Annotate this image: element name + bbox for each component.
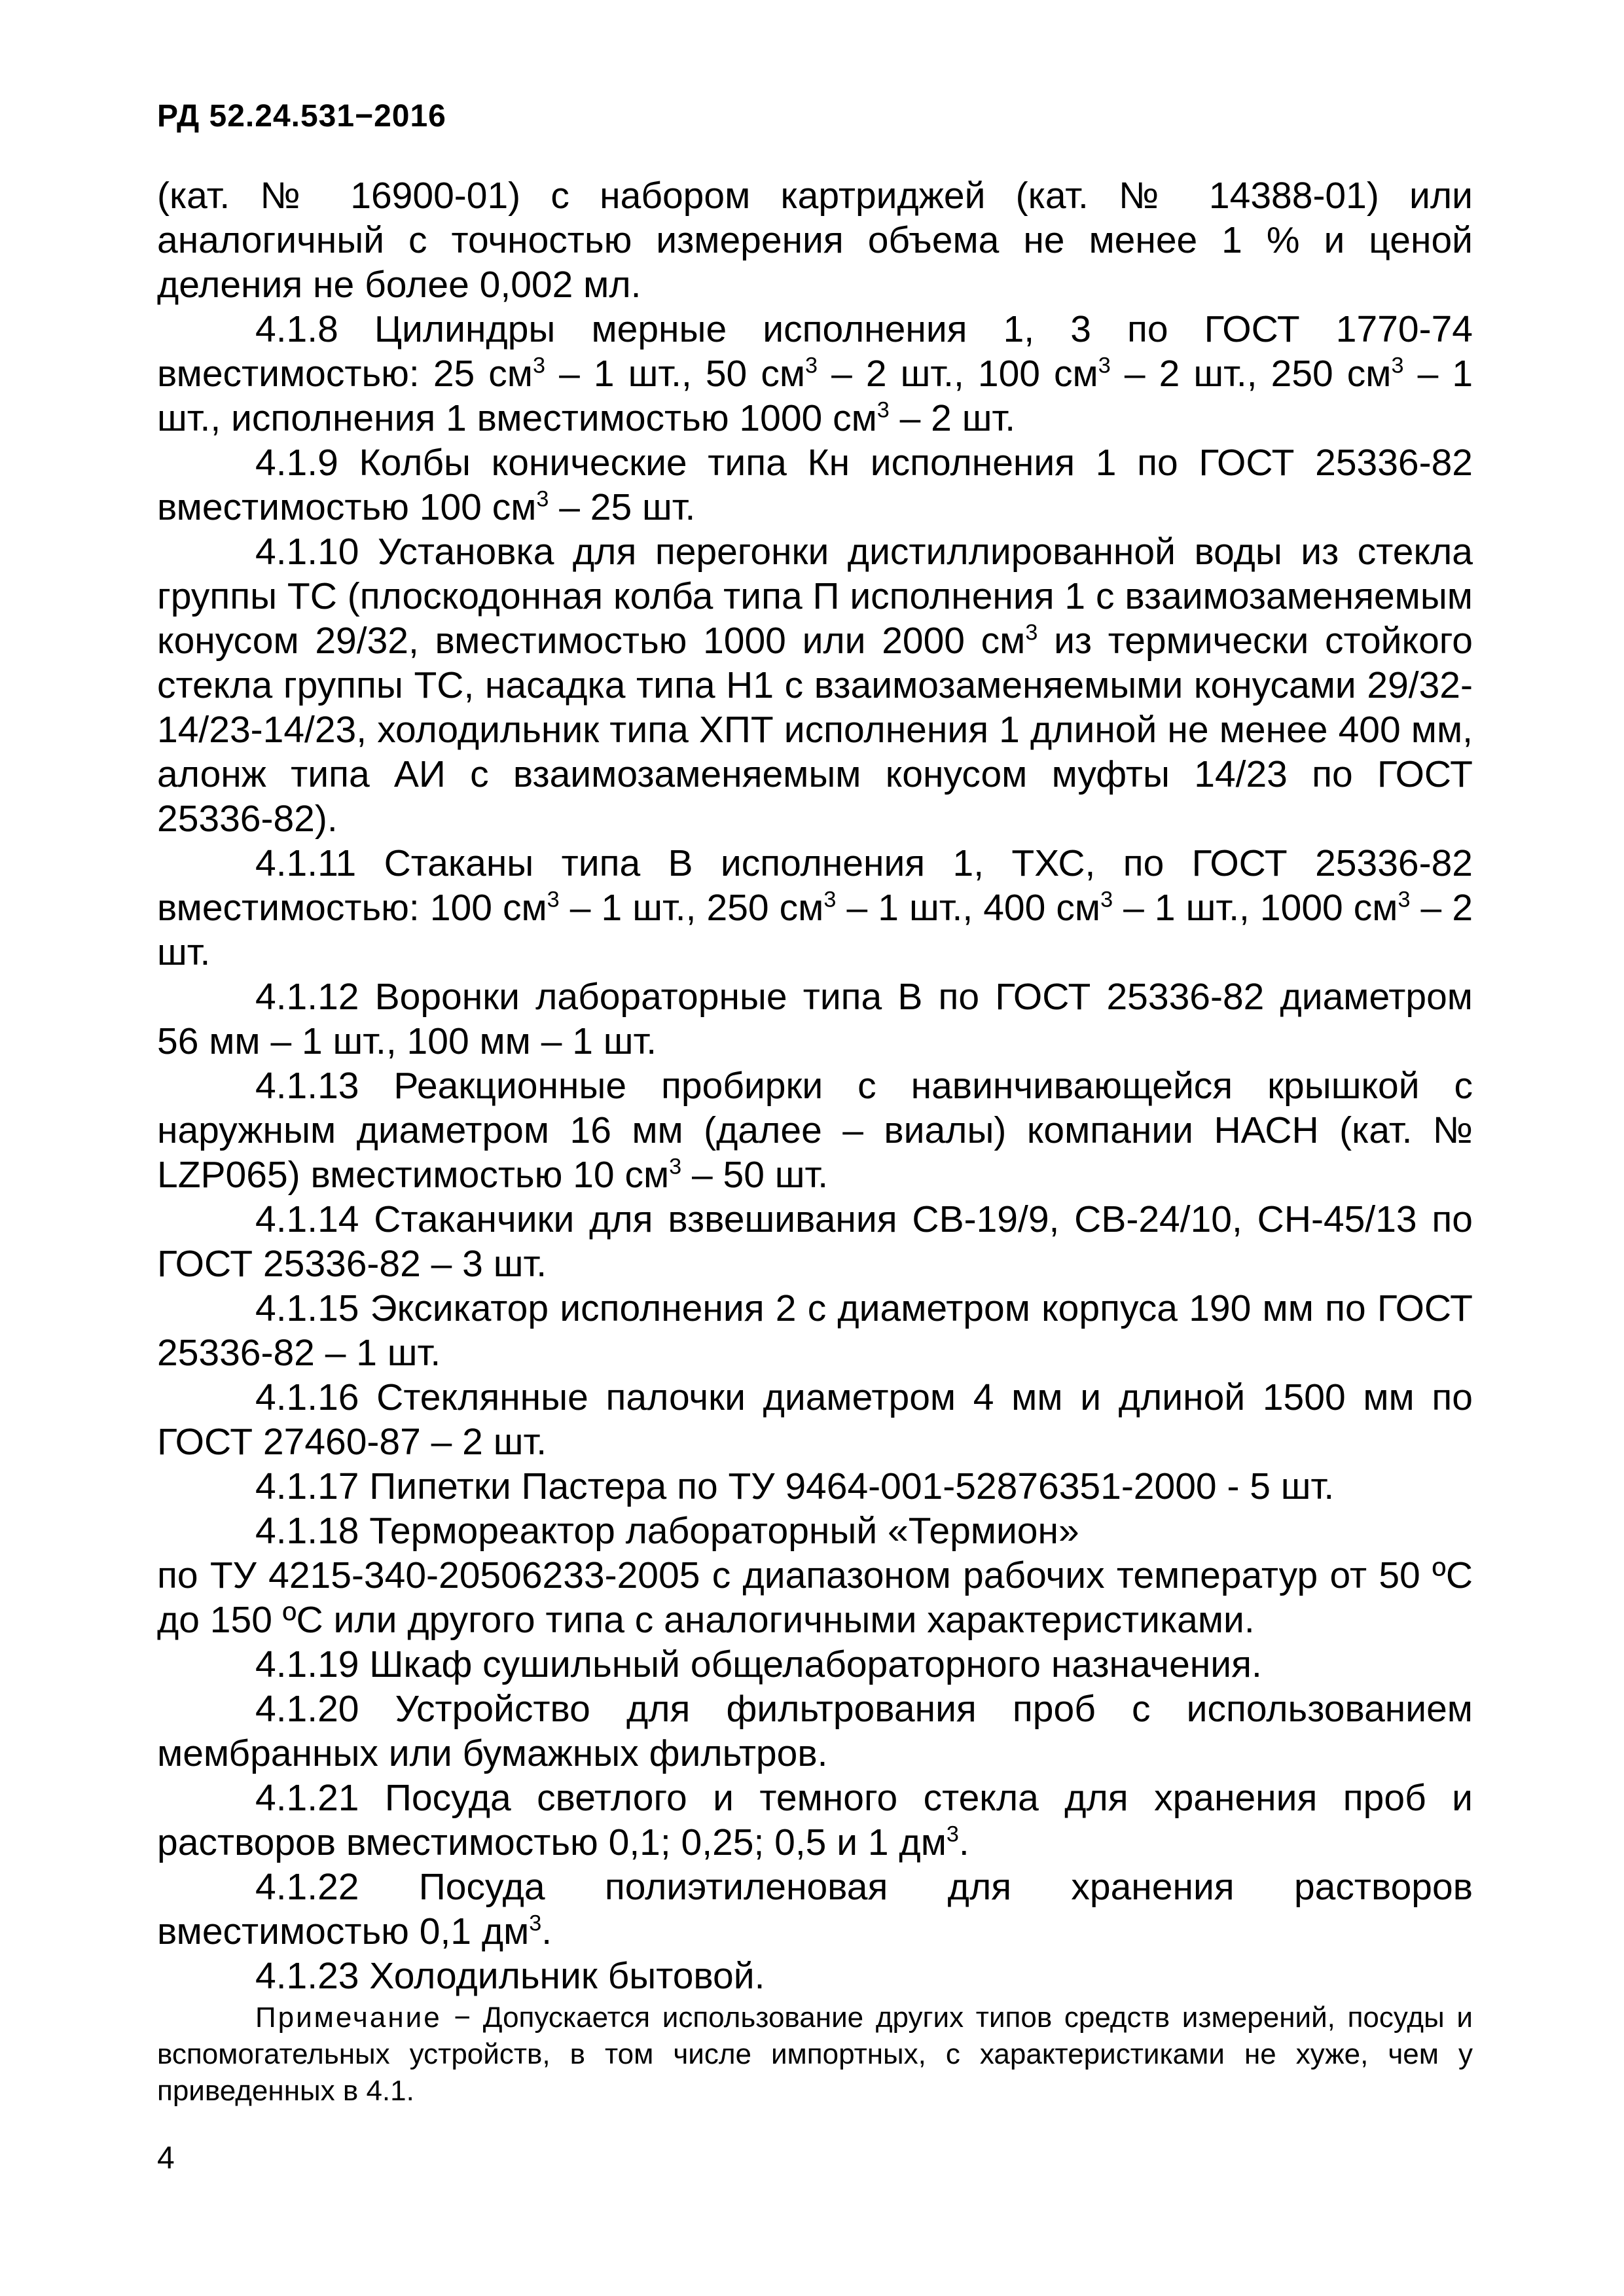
paragraph-text: 4.1.13 Реакционные пробирки с навинчивающейся крышкой с наружным диаметром 16 мм (далее – виалы) компании НАСН (кат. № LZP065) вместимостью 10 см: [157, 1065, 1473, 1196]
paragraph-4-1-16: 4.1.16 Стеклянные палочки диаметром 4 мм и длиной 1500 мм по ГОСТ 27460-87 – 2 шт.: [157, 1376, 1473, 1463]
paragraph-4-1-19: 4.1.19 Шкаф сушильный общелабораторного назначения.: [255, 1643, 1262, 1685]
paragraph-4-1-9: [157, 440, 1473, 529]
superscript: 3: [532, 353, 545, 378]
paragraph-4-1-14: 4.1.14 Стаканчики для взвешивания СВ-19/9, СВ-24/10, СН-45/13 по ГОСТ 25336-82 – 3 шт.: [157, 1198, 1473, 1285]
superscript: 3: [946, 1821, 959, 1847]
paragraph-text: – 2 шт.: [889, 397, 1016, 439]
paragraph-text: – 1 шт., исполнения 1 вместимостью 1000 см: [157, 353, 1473, 439]
paragraph-text: 4.1.21 Посуда светлого и темного стекла для хранения проб и растворов вместимостью 0,1; 0,25; 0,5 и 1 дм: [157, 1777, 1473, 1863]
paragraph-text: – 2 шт., 100 см: [818, 353, 1098, 395]
paragraph-4-1-22: [157, 1865, 1473, 1954]
superscript: 3: [805, 353, 818, 378]
paragraph-4-1-11: [157, 841, 1473, 975]
paragraph-text: 4.1.10 Установка для перегонки дистиллированной воды из стекла группы ТС (плоскодонная колба типа П исполнения 1 с взаимозаменяемым конусом 29/32, вместимостью 1000 или 2000 см: [157, 531, 1473, 662]
superscript: 3: [1100, 887, 1113, 912]
superscript: 3: [823, 887, 837, 912]
document-body: [157, 173, 1473, 1998]
note-block: [157, 2000, 1473, 2109]
paragraph-text: – 1 шт., 1000 см: [1113, 887, 1398, 929]
superscript: 3: [669, 1154, 682, 1179]
paragraph-4-1-12: 4.1.12 Воронки лабораторные типа В по ГОСТ 25336-82 диаметром 56 мм – 1 шт., 100 мм – 1 шт.: [157, 976, 1473, 1062]
paragraph-continuation: (кат. № 16900-01) с набором картриджей (кат. № 14388-01) или аналогичный с точностью измерения объема не менее 1 % и ценой деления не более 0,002 мл.: [157, 175, 1473, 306]
note-label: Примечание: [255, 2001, 442, 2034]
paragraph-4-1-23: 4.1.23 Холодильник бытовой.: [255, 1955, 765, 1997]
paragraph-text: – 1 шт., 250 см: [559, 887, 824, 929]
paragraph-text: – 1 шт., 50 см: [545, 353, 806, 395]
superscript: 3: [547, 887, 560, 912]
paragraph-4-1-13: [157, 1064, 1473, 1197]
paragraph-text: – 50 шт.: [681, 1154, 829, 1196]
paragraph-text: 4.1.8 Цилиндры мерные исполнения 1, 3 по ГОСТ 1770-74 вместимостью: 25 см: [157, 308, 1473, 395]
paragraph-4-1-15: 4.1.15 Эксикатор исполнения 2 с диаметром корпуса 190 мм по ГОСТ 25336-82 – 1 шт.: [157, 1287, 1473, 1374]
paragraph-text: – 2 шт.: [157, 887, 1473, 973]
note-text: − Допускается использование других типов средств измерений, посуды и вспомогательных устройств, в том числе импортных, с характеристиками не хуже, чем у приведенных в 4.1.: [157, 2001, 1473, 2107]
paragraph-4-1-18: 4.1.18 Термореактор лабораторный «Термион»: [255, 1510, 1079, 1552]
paragraph-text: 4.1.9 Колбы конические типа Кн исполнения 1 по ГОСТ 25336-82 вместимостью 100 см: [157, 442, 1473, 528]
paragraph-4-1-21: [157, 1776, 1473, 1865]
paragraph-text: 4.1.11 Стаканы типа В исполнения 1, ТХС, по ГОСТ 25336-82 вместимостью: 100 см: [157, 842, 1473, 929]
paragraph-4-1-8: [157, 307, 1473, 440]
superscript: 3: [536, 486, 549, 512]
paragraph-4-1-10: [157, 529, 1473, 841]
superscript: 3: [1025, 620, 1038, 645]
paragraph-text: – 2 шт., 250 см: [1110, 353, 1392, 395]
superscript: 3: [1098, 353, 1111, 378]
paragraph-text: .: [541, 1910, 552, 1952]
paragraph-4-1-20: 4.1.20 Устройство для фильтрования проб с использованием мембранных или бумажных фильтров.: [157, 1688, 1473, 1774]
paragraph-text: – 25 шт.: [549, 486, 696, 528]
paragraph-text: 4.1.22 Посуда полиэтиленовая для хранения растворов вместимостью 0,1 дм: [157, 1866, 1473, 1952]
document-code-header: РД 52.24.531−2016: [157, 99, 446, 134]
superscript: 3: [1391, 353, 1404, 378]
page-number: 4: [157, 2141, 175, 2176]
paragraph-4-1-17: 4.1.17 Пипетки Пастера по ТУ 9464-001-52876351-2000 - 5 шт.: [255, 1465, 1335, 1507]
paragraph-text: из термически стойкого стекла группы ТС, насадка типа Н1 с взаимозаменяемыми конусами 29/32-14/23-14/23, холодильник типа ХПТ исполнения 1 длиной не менее 400 мм, алонж типа АИ с взаимозаменяемым конусом муфты 14/23 по ГОСТ 25336-82).: [157, 620, 1473, 840]
superscript: 3: [876, 397, 890, 423]
paragraph-4-1-18-continuation: по ТУ 4215-340-20506233-2005 с диапазоном рабочих температур от 50 ºС до 150 ºС или другого типа с аналогичными характеристиками.: [157, 1554, 1473, 1641]
paragraph-text: – 1 шт., 400 см: [836, 887, 1101, 929]
paragraph-text: .: [958, 1821, 969, 1863]
superscript: 3: [529, 1910, 542, 1936]
superscript: 3: [1398, 887, 1411, 912]
